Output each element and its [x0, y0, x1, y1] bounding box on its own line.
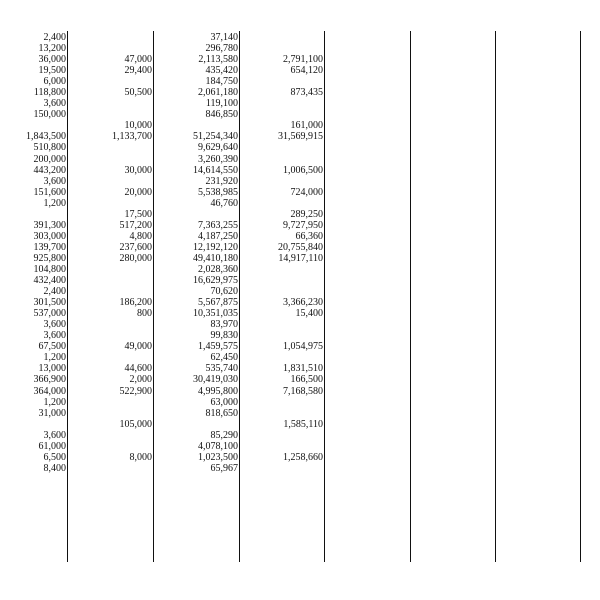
table-cell — [70, 109, 152, 120]
table-cell: 17,500 — [124, 208, 152, 220]
table-cell — [242, 441, 323, 452]
table-cell: 873,435 — [290, 87, 323, 99]
table-cell: 50,500 — [124, 87, 152, 99]
table-cell — [242, 176, 323, 187]
table-cell: 49,000 — [124, 341, 152, 353]
table-cell: 19,500 — [38, 65, 66, 77]
table-cell — [242, 352, 323, 363]
table-cell: 6,500 — [43, 451, 66, 463]
table-cell: 119,100 — [205, 98, 238, 110]
table-cell: 432,400 — [33, 275, 66, 287]
table-cell: 67,500 — [38, 341, 66, 353]
table-cell: 37,140 — [210, 32, 238, 43]
table-cell: 724,000 — [290, 186, 323, 198]
table-cell: 150,000 — [33, 109, 66, 121]
table-cell — [242, 319, 323, 330]
column-divider-5 — [410, 31, 411, 562]
table-cell: 3,600 — [43, 319, 66, 331]
column-divider-6 — [495, 31, 496, 562]
table-cell: 139,700 — [33, 241, 66, 253]
table-cell — [70, 441, 152, 452]
table-cell: 3,600 — [43, 330, 66, 342]
table-cell: 6,000 — [43, 76, 66, 88]
table-cell — [242, 32, 323, 43]
table-cell: 14,917,110 — [278, 252, 323, 264]
table-cell: 151,600 — [33, 186, 66, 198]
table-cell: 1,200 — [43, 396, 66, 408]
table-cell: 66,360 — [295, 230, 323, 242]
table-cell: 8,400 — [43, 462, 66, 474]
table-cell: 1,843,500 — [26, 131, 66, 143]
table-cell: 366,900 — [33, 374, 66, 386]
table-cell: 2,400 — [43, 286, 66, 298]
table-cell: 46,760 — [210, 197, 238, 209]
table-cell: 3,600 — [43, 429, 66, 441]
table-cell — [70, 352, 152, 363]
table-cell — [70, 286, 152, 297]
table-cell: 118,800 — [33, 87, 66, 99]
table-cell: 186,200 — [119, 297, 152, 309]
table-cell — [242, 430, 323, 441]
table-cell: 31,000 — [38, 407, 66, 419]
table-cell — [70, 198, 152, 209]
table-cell: 10,000 — [124, 120, 152, 132]
table-cell: 4,995,800 — [198, 385, 238, 397]
table-cell — [242, 142, 323, 153]
table-cell: 8,000 — [129, 451, 152, 463]
column-divider-1 — [67, 31, 68, 562]
table-cell — [242, 43, 323, 54]
table-cell: 846,850 — [205, 109, 238, 121]
table-cell — [0, 419, 66, 430]
table-cell: 20,755,840 — [278, 241, 323, 253]
table-cell: 1,200 — [43, 197, 66, 209]
table-cell: 2,113,580 — [198, 54, 238, 66]
table-cell: 20,000 — [124, 186, 152, 198]
table-cell — [70, 32, 152, 43]
table-cell — [70, 330, 152, 341]
table-cell — [242, 154, 323, 165]
table-cell — [242, 264, 323, 275]
table-cell — [70, 176, 152, 187]
table-cell: 63,000 — [210, 396, 238, 408]
table-cell — [242, 198, 323, 209]
table-cell: 237,600 — [119, 241, 152, 253]
table-cell: 30,419,030 — [193, 374, 238, 386]
column-divider-2 — [153, 31, 154, 562]
table-cell: 62,450 — [210, 352, 238, 364]
table-cell: 5,538,985 — [198, 186, 238, 198]
table-cell: 2,028,360 — [198, 263, 238, 275]
table-cell: 296,780 — [205, 43, 238, 55]
table-cell — [242, 330, 323, 341]
table-cell: 2,061,180 — [198, 87, 238, 99]
table-cell: 5,567,875 — [198, 297, 238, 309]
table-cell: 289,250 — [290, 208, 323, 220]
table-cell: 2,791,100 — [283, 54, 323, 66]
table-cell — [242, 98, 323, 109]
table-cell: 70,620 — [210, 286, 238, 298]
table-cell: 104,800 — [33, 263, 66, 275]
table-cell: 65,967 — [210, 462, 238, 474]
column-1 — [0, 32, 66, 474]
table-cell: 85,290 — [210, 429, 238, 441]
table-cell — [0, 209, 66, 220]
table-cell — [156, 120, 238, 131]
table-cell: 925,800 — [33, 252, 66, 264]
table-cell: 47,000 — [124, 54, 152, 66]
table-cell: 105,000 — [119, 418, 152, 430]
table-cell: 1,200 — [43, 352, 66, 364]
table-cell: 1,054,975 — [283, 341, 323, 353]
table-cell — [70, 264, 152, 275]
table-cell: 280,000 — [119, 252, 152, 264]
table-cell — [156, 419, 238, 430]
table-cell: 1,258,660 — [283, 451, 323, 463]
table-cell: 364,000 — [33, 385, 66, 397]
table-cell: 1,459,575 — [198, 341, 238, 353]
table-cell: 83,970 — [210, 319, 238, 331]
table-cell: 31,569,915 — [278, 131, 323, 143]
table-cell: 303,000 — [33, 230, 66, 242]
table-cell: 51,254,340 — [193, 131, 238, 143]
table-cell — [242, 397, 323, 408]
table-cell: 161,000 — [290, 120, 323, 132]
table-cell: 4,800 — [129, 230, 152, 242]
table-cell — [156, 209, 238, 220]
table-cell: 7,363,255 — [198, 219, 238, 231]
table-cell: 301,500 — [33, 297, 66, 309]
table-cell: 443,200 — [33, 164, 66, 176]
table-cell: 184,750 — [205, 76, 238, 88]
table-cell: 99,830 — [210, 330, 238, 342]
column-divider-7 — [580, 31, 581, 562]
column-divider-4 — [324, 31, 325, 562]
table-cell: 3,600 — [43, 175, 66, 187]
table-cell — [70, 430, 152, 441]
table-cell: 44,600 — [124, 363, 152, 375]
table-cell: 654,120 — [290, 65, 323, 77]
table-cell: 435,420 — [205, 65, 238, 77]
table-cell: 13,200 — [38, 43, 66, 55]
table-cell — [70, 408, 152, 419]
table-cell: 1,133,700 — [112, 131, 152, 143]
table-cell — [242, 76, 323, 87]
table-cell: 4,078,100 — [198, 440, 238, 452]
table-cell: 61,000 — [38, 440, 66, 452]
table-cell: 522,900 — [119, 385, 152, 397]
table-cell: 16,629,975 — [193, 275, 238, 287]
table-cell — [70, 154, 152, 165]
table-cell: 1,006,500 — [283, 164, 323, 176]
table-cell — [70, 319, 152, 330]
table-cell: 9,629,640 — [198, 142, 238, 154]
table-cell: 14,614,550 — [193, 164, 238, 176]
table-cell — [70, 98, 152, 109]
table-cell: 36,000 — [38, 54, 66, 66]
table-cell: 1,585,110 — [283, 418, 323, 430]
table-cell: 517,200 — [119, 219, 152, 231]
table-cell: 3,366,230 — [283, 297, 323, 309]
table-cell: 391,300 — [33, 219, 66, 231]
table-cell: 537,000 — [33, 308, 66, 320]
table-cell — [70, 43, 152, 54]
table-cell: 166,500 — [290, 374, 323, 386]
table-cell: 30,000 — [124, 164, 152, 176]
table-cell: 3,600 — [43, 98, 66, 110]
table-cell: 1,831,510 — [283, 363, 323, 375]
table-cell: 818,650 — [205, 407, 238, 419]
table-cell: 1,023,500 — [198, 451, 238, 463]
table-cell: 7,168,580 — [283, 385, 323, 397]
table-cell: 800 — [137, 308, 152, 320]
table-cell — [70, 142, 152, 153]
table-cell: 13,000 — [38, 363, 66, 375]
table-cell — [70, 397, 152, 408]
table-cell — [70, 463, 152, 474]
table-cell: 12,192,120 — [193, 241, 238, 253]
column-4 — [242, 32, 323, 474]
table-cell: 200,000 — [33, 153, 66, 165]
table-cell: 29,400 — [124, 65, 152, 77]
table-cell — [242, 109, 323, 120]
table-cell: 9,727,950 — [283, 219, 323, 231]
column-3 — [156, 32, 238, 474]
table-cell: 15,400 — [295, 308, 323, 320]
table-cell: 3,260,390 — [198, 153, 238, 165]
table-cell: 2,400 — [43, 32, 66, 43]
table-cell: 49,410,180 — [193, 252, 238, 264]
table-cell — [70, 275, 152, 286]
table-cell — [242, 463, 323, 474]
table-cell — [70, 76, 152, 87]
table-cell: 10,351,035 — [193, 308, 238, 320]
column-divider-3 — [239, 31, 240, 562]
column-2 — [70, 32, 152, 474]
table-cell — [242, 286, 323, 297]
table-cell: 4,187,250 — [198, 230, 238, 242]
table-cell: 535,740 — [205, 363, 238, 375]
table-cell — [0, 120, 66, 131]
table-cell: 2,000 — [129, 374, 152, 386]
table-cell: 231,920 — [205, 175, 238, 187]
table-cell — [242, 275, 323, 286]
table-cell: 510,800 — [33, 142, 66, 154]
table-cell — [242, 408, 323, 419]
